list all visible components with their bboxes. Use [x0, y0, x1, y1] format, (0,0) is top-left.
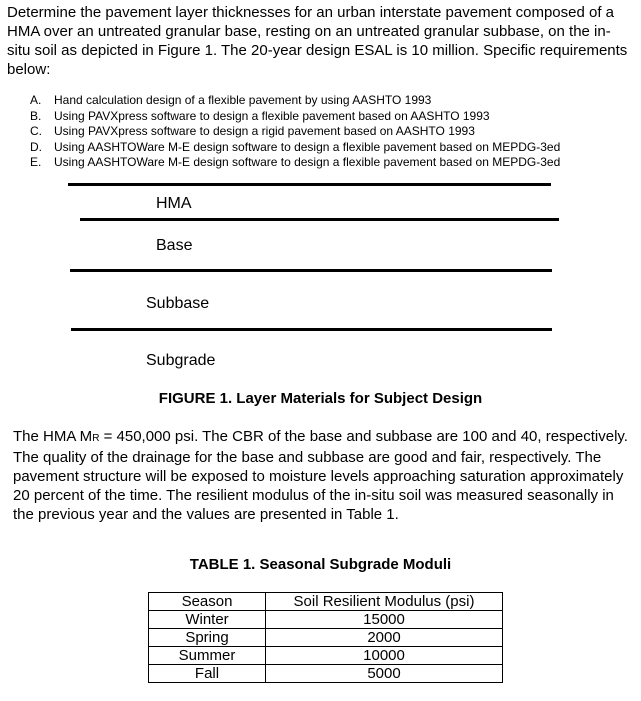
item-text: Hand calculation design of a flexible pavement by using AASHTO 1993	[54, 93, 432, 107]
item-letter: B.	[30, 108, 42, 123]
item-letter: D.	[30, 139, 42, 154]
season-cell: Spring	[149, 629, 266, 647]
item-letter: E.	[30, 155, 42, 169]
item-letter: C.	[30, 124, 42, 138]
column-header-season: Season	[149, 593, 266, 611]
modulus-cell: 5000	[266, 665, 503, 683]
layer-divider-subbase-subgrade	[71, 328, 552, 331]
table-caption: TABLE 1. Seasonal Subgrade Moduli	[189, 556, 452, 573]
column-header-modulus: Soil Resilient Modulus (psi)	[266, 593, 503, 611]
layer-label-subbase: Subbase	[146, 295, 210, 312]
layer-label-subgrade: Subgrade	[146, 352, 216, 369]
item-letter: A.	[30, 93, 42, 107]
item-text: Using AASHTOWare M-E design software to design a flexible pavement based on MEPDG-3ed	[54, 139, 561, 154]
body-rest: = 450,000 psi. The CBR of the base and subbase are 100 and 40, respectively. The quality of the drainage for the base and subbase are good and fair, respectively. The pavement structure will be exposed to moisture levels approaching saturation approximately 20 percent of the time. The resilient modulus of the in-situ soil was measured seasonally in the previous year and the values are presented in Table 1.	[13, 428, 628, 523]
layer-divider-hma-base	[80, 218, 559, 221]
modulus-cell: 10000	[266, 647, 503, 665]
figure-caption: FIGURE 1. Layer Materials for Subject Design	[158, 390, 483, 407]
layer-label-base: Base	[156, 237, 193, 254]
body-lead: The HMA M	[13, 428, 93, 445]
season-cell: Winter	[149, 611, 266, 629]
item-text: Using PAVXpress software to design a rigid pavement based on AASHTO 1993	[54, 124, 475, 138]
list-item	[30, 140, 560, 156]
list-item	[30, 109, 560, 125]
requirements-list	[30, 93, 560, 171]
table-row	[149, 611, 503, 629]
list-item	[30, 155, 560, 171]
list-item	[30, 93, 560, 109]
body-paragraph	[13, 427, 631, 524]
modulus-cell: 15000	[266, 611, 503, 629]
problem-statement: Determine the pavement layer thicknesses for an urban interstate pavement composed of a HMA over an untreated granular base, resting on an untreated granular subbase, on the in-situ soil as depicted in Figure 1. The 20-year design ESAL is 10 million. Specific requirements below:	[7, 4, 628, 78]
item-text: Using PAVXpress software to design a flexible pavement based on AASHTO 1993	[54, 108, 490, 123]
layer-label-hma: HMA	[156, 195, 192, 212]
layer-divider-base-subbase	[70, 269, 552, 272]
table-row	[149, 647, 503, 665]
layer-top-line	[68, 183, 551, 186]
table-header-row	[149, 593, 503, 611]
list-item	[30, 124, 560, 140]
item-text: Using AASHTOWare M-E design software to design a flexible pavement based on MEPDG-3ed	[54, 155, 561, 169]
seasonal-moduli-table	[148, 592, 503, 683]
table-row	[149, 665, 503, 683]
body-subscript: R	[92, 433, 100, 444]
table-row	[149, 629, 503, 647]
season-cell: Summer	[149, 647, 266, 665]
modulus-cell: 2000	[266, 629, 503, 647]
season-cell: Fall	[149, 665, 266, 683]
